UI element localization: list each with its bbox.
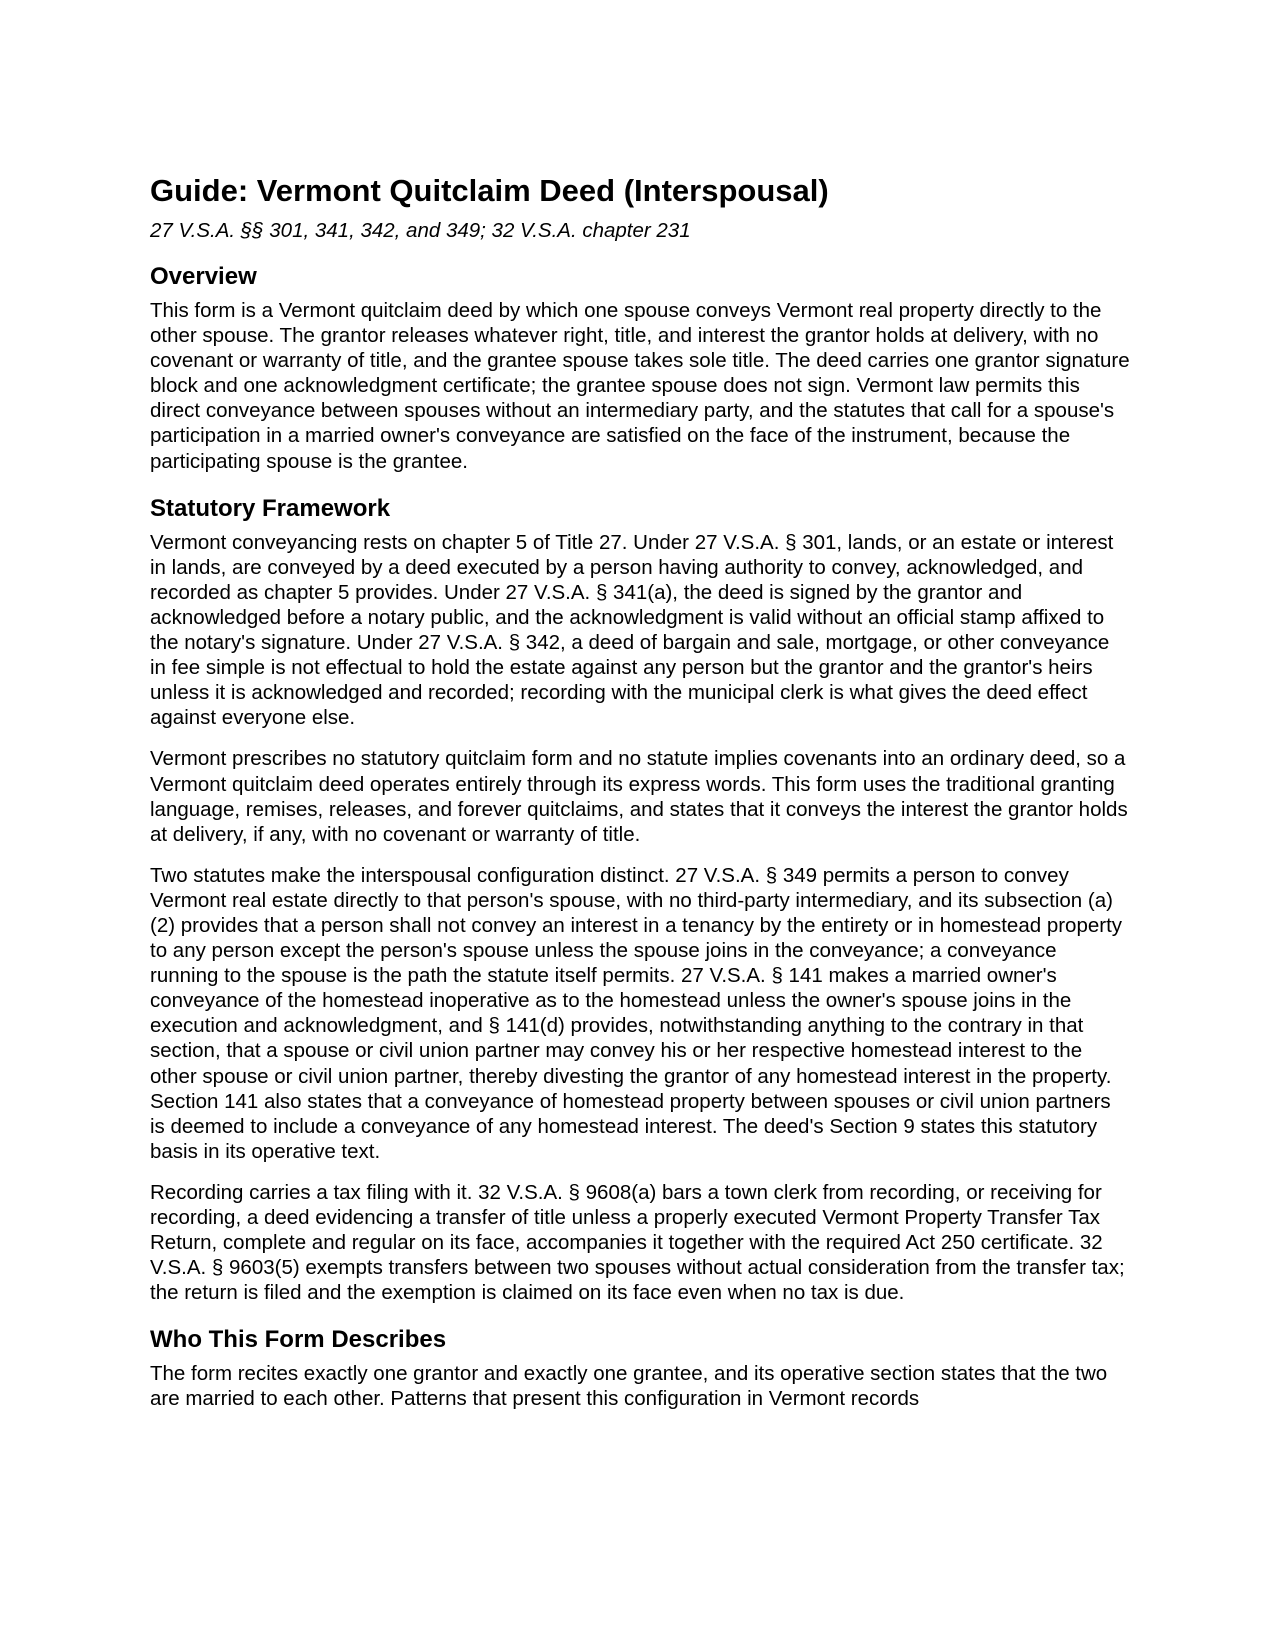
paragraph: Two statutes make the interspousal configuration distinct. 27 V.S.A. § 349 permits a person to convey Vermont real estate directly to that person's spouse, with no third-party intermediary, and its subsection (a)(2) provides that a person shall not convey an interest in a tenancy by the entirety or in homestead property to any person except the person's spouse unless the spouse joins in the conveyance; a conveyance running to the spouse is the path the statute itself permits. 27 V.S.A. § 141 makes a married owner's conveyance of the homestead inoperative as to the homestead unless the owner's spouse joins in the execution and acknowledgment, and § 141(d) provides, notwithstanding anything to the contrary in that section, that a spouse or civil union partner may convey his or her respective homestead interest to the other spouse or civil union partner, thereby divesting the grantor of any homestead interest in the property. Section 141 also states that a conveyance of homestead property between spouses or civil union partners is deemed to include a conveyance of any homestead interest. The deed's Section 9 states this statutory basis in its operative text. bbox=[150, 863, 1123, 1163]
document-title: Guide: Vermont Quitclaim Deed (Interspousal) bbox=[150, 173, 829, 208]
paragraph: This form is a Vermont quitclaim deed by which one spouse conveys Vermont real property directly to the other spouse. The grantor releases whatever right, title, and interest the grantor holds at delivery, with no covenant or warranty of title, and the grantee spouse takes sole title. The deed carries one grantor signature block and one acknowledgment certificate; the grantee spouse does not sign. Vermont law permits this direct conveyance between spouses without an intermediary party, and the statutes that call for a spouse's participation in a married owner's conveyance are satisfied on the face of the instrument, because the participating spouse is the grantee. bbox=[150, 299, 1130, 473]
paragraph: The form recites exactly one grantor and exactly one grantee, and its operative section states that the two are married to each other. Patterns that present this configuration in Vermont records bbox=[150, 1362, 1108, 1411]
paragraph: Vermont conveyancing rests on chapter 5 of Title 27. Under 27 V.S.A. § 301, lands, or an estate or interest in lands, are conveyed by a deed executed by a person having authority to convey, acknowledged, and recorded as chapter 5 provides. Under 27 V.S.A. § 341(a), the deed is signed by the grantor and acknowledged before a notary public, and the acknowledgment is valid without an official stamp affixed to the notary's signature. Under 27 V.S.A. § 342, a deed of bargain and sale, mortgage, or other conveyance in fee simple is not effectual to hold the estate against any person but the grantor and the grantor's heirs unless it is acknowledged and recorded; recording with the municipal clerk is what gives the deed effect against everyone else. bbox=[150, 530, 1114, 730]
document-subtitle: 27 V.S.A. §§ 301, 341, 342, and 349; 32 V.S.A. chapter 231 bbox=[150, 219, 691, 242]
section-statutory-framework bbox=[150, 494, 1130, 1306]
paragraph: Recording carries a tax filing with it. 32 V.S.A. § 9608(a) bars a town clerk from recording, or receiving for recording, a deed evidencing a transfer of title unless a properly executed Vermont Property Transfer Tax Return, complete and regular on its face, accompanies it together with the required Act 250 certificate. 32 V.S.A. § 9603(5) exempts transfers between two spouses without actual consideration from the transfer tax; the return is filed and the exemption is claimed on its face even when no tax is due. bbox=[150, 1180, 1125, 1305]
section-heading: Who This Form Describes bbox=[150, 1326, 447, 1354]
section-overview bbox=[150, 262, 1130, 474]
document-page bbox=[150, 172, 1130, 1432]
section-heading: Statutory Framework bbox=[150, 494, 391, 522]
section-heading: Overview bbox=[150, 263, 257, 290]
paragraph: Vermont prescribes no statutory quitclaim form and no statute implies covenants into an ordinary deed, so a Vermont quitclaim deed operates entirely through its express words. This form uses the traditional granting language, remises, releases, and forever quitclaims, and states that it conveys the interest the grantor holds at delivery, if any, with no covenant or warranty of title. bbox=[150, 747, 1128, 846]
section-who-this-form-describes bbox=[150, 1325, 1130, 1411]
